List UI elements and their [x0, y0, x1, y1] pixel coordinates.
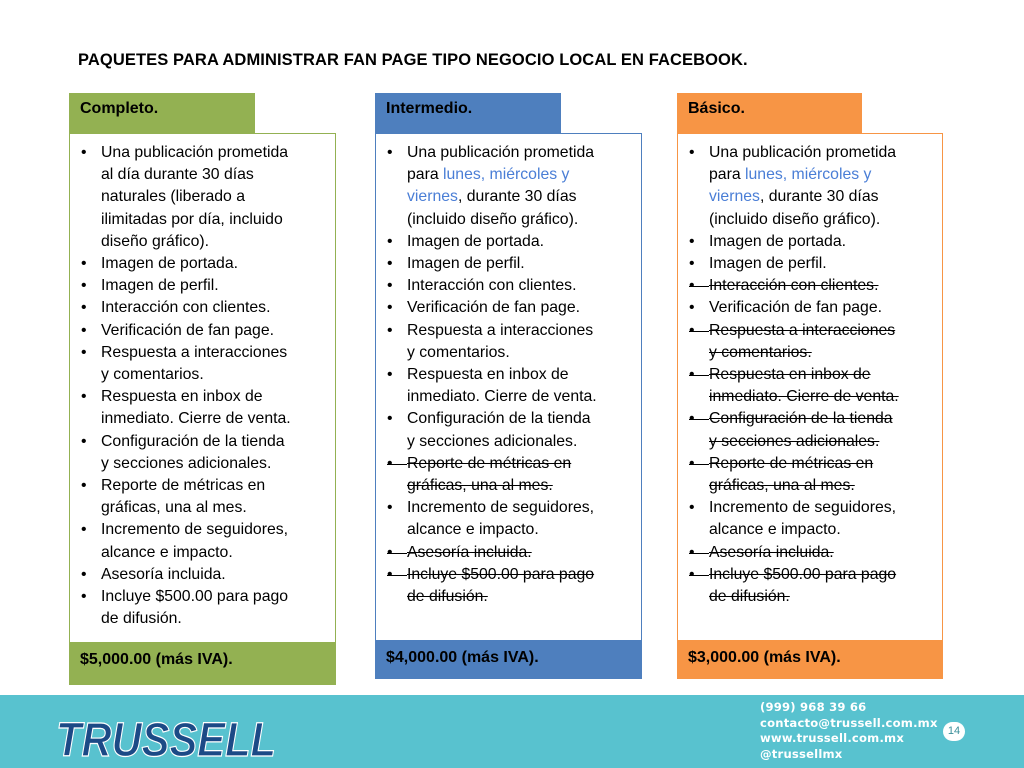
- feature-item-excluded: • Interacción con clientes.: [709, 275, 938, 297]
- feature-item: • Una publicación prometida para lunes, miércoles y viernes, durante 30 días (incluido diseño gráfico).: [709, 142, 938, 231]
- package-completo-features: [69, 133, 336, 643]
- feature-item-excluded: • Configuración de la tienda y secciones adicionales.: [709, 408, 938, 452]
- trussell-logo: [52, 698, 282, 768]
- feature-item: • Incremento de seguidores, alcance e impacto.: [407, 497, 637, 541]
- feature-item: • Interacción con clientes.: [407, 275, 637, 297]
- feature-item-excluded: • Reporte de métricas en gráficas, una al mes.: [407, 453, 637, 497]
- feature-item-excluded: • Respuesta a interacciones y comentarios.: [709, 320, 938, 364]
- website-link[interactable]: www.trussell.com.mx: [760, 731, 905, 745]
- feature-item: • Imagen de perfil.: [709, 253, 938, 275]
- feature-item: • Incremento de seguidores, alcance e impacto.: [101, 519, 331, 563]
- feature-item: • Verificación de fan page.: [407, 297, 637, 319]
- feature-item: • Respuesta en inbox de inmediato. Cierre de venta.: [101, 386, 331, 430]
- footer-bar: [0, 695, 1024, 768]
- package-basico-features: [677, 133, 943, 641]
- feature-item: • Asesoría incluida.: [101, 564, 331, 586]
- trussell-logo-text: TRUSSELL: [56, 714, 276, 767]
- feature-item: • Una publicación prometida para lunes, miércoles y viernes, durante 30 días (incluido diseño gráfico).: [407, 142, 637, 231]
- feature-item: • Incluye $500.00 para pago de difusión.: [101, 586, 331, 630]
- feature-item: • Respuesta a interacciones y comentarios.: [407, 320, 637, 364]
- feature-item: • Reporte de métricas en gráficas, una al mes.: [101, 475, 331, 519]
- package-intermedio-features: [375, 133, 642, 641]
- package-completo-price: $5,000.00 (más IVA).: [69, 643, 336, 685]
- feature-item: • Respuesta en inbox de inmediato. Cierre de venta.: [407, 364, 637, 408]
- package-basico-price: $3,000.00 (más IVA).: [677, 641, 943, 679]
- feature-item-excluded: • Incluye $500.00 para pago de difusión.: [407, 564, 637, 608]
- feature-item: • Imagen de perfil.: [407, 253, 637, 275]
- feature-item-excluded: • Incluye $500.00 para pago de difusión.: [709, 564, 938, 608]
- feature-item: • Verificación de fan page.: [709, 297, 938, 319]
- feature-item: • Imagen de portada.: [709, 231, 938, 253]
- email-link[interactable]: contacto@trussell.com.mx: [760, 715, 938, 730]
- feature-item: • Interacción con clientes.: [101, 297, 331, 319]
- feature-item: • Configuración de la tienda y secciones adicionales.: [407, 408, 637, 452]
- package-intermedio-price: $4,000.00 (más IVA).: [375, 641, 642, 679]
- package-basico-header: Básico.: [677, 93, 862, 133]
- feature-item: • Una publicación prometida al día durante 30 días naturales (liberado a ilimitadas por día, incluido diseño gráfico).: [101, 142, 331, 253]
- feature-item-excluded: • Respuesta en inbox de inmediato. Cierre de venta.: [709, 364, 938, 408]
- phone-text: (999) 968 39 66: [760, 700, 867, 714]
- package-completo-header: Completo.: [69, 93, 255, 133]
- page-number: 14: [943, 722, 965, 741]
- feature-item: • Imagen de portada.: [407, 231, 637, 253]
- feature-item-excluded: • Reporte de métricas en gráficas, una al mes.: [709, 453, 938, 497]
- contact-info: [760, 700, 938, 762]
- feature-item: • Respuesta a interacciones y comentarios.: [101, 342, 331, 386]
- page-title: PAQUETES PARA ADMINISTRAR FAN PAGE TIPO NEGOCIO LOCAL EN FACEBOOK.: [78, 51, 748, 69]
- feature-item-excluded: • Asesoría incluida.: [709, 542, 938, 564]
- feature-item: • Configuración de la tienda y secciones adicionales.: [101, 431, 331, 475]
- feature-item: • Verificación de fan page.: [101, 320, 331, 342]
- social-handle: @trussellmx: [760, 746, 843, 761]
- feature-item-excluded: • Asesoría incluida.: [407, 542, 637, 564]
- feature-item: • Imagen de portada.: [101, 253, 331, 275]
- feature-item: • Incremento de seguidores, alcance e impacto.: [709, 497, 938, 541]
- package-intermedio-header: Intermedio.: [375, 93, 561, 133]
- feature-item: • Imagen de perfil.: [101, 275, 331, 297]
